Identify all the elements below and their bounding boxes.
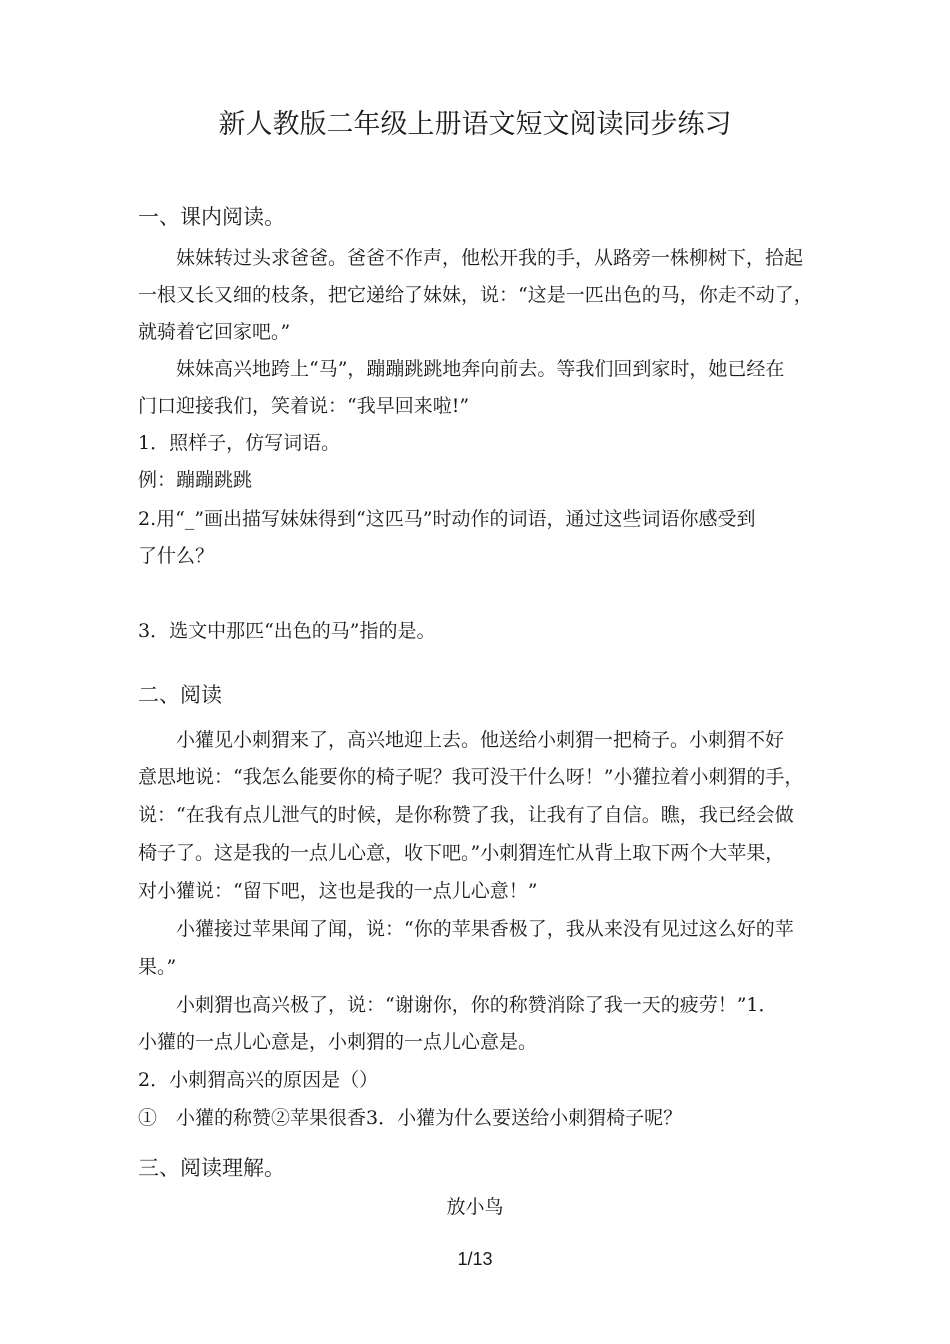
question-line: 2.用“_”画出描写妹妹得到“这匹马”时动作的词语，通过这些词语你感受到 (138, 508, 756, 530)
document-title: 新人教版二年级上册语文短文阅读同步练习 (218, 109, 732, 140)
section-heading-3: 三、阅读理解。 (138, 1156, 285, 1180)
question-line: 了什么？ (138, 545, 215, 567)
section-heading-1: 一、课内阅读。 (138, 205, 285, 229)
question-line: 3．选文中那匹“出色的马”指的是。 (138, 620, 436, 642)
paragraph-line: 说：“在我有点儿泄气的时候，是你称赞了我，让我有了自信。瞧，我已经会做 (138, 804, 794, 826)
paragraph-line: 小獾见小刺猬来了，高兴地迎上去。他送给小刺猬一把椅子。小刺猬不好 (176, 729, 785, 751)
paragraph-line: 意思地说：“我怎么能要你的椅子呢？我可没干什么呀！”小獾拉着小刺猬的手， (138, 766, 804, 788)
paragraph-line: 对小獾说：“留下吧，这也是我的一点儿心意！” (138, 880, 538, 902)
question-line: ① 小獾的称赞②苹果很香3．小獾为什么要送给小刺猬椅子呢？ (138, 1107, 683, 1129)
example-line: 例：蹦蹦跳跳 (138, 469, 253, 491)
question-line: 1．照样子，仿写词语。 (138, 432, 341, 454)
paragraph-line: 果。” (138, 956, 177, 978)
story-title: 放小鸟 (446, 1196, 504, 1218)
paragraph-line: 小獾接过苹果闻了闻，说：“你的苹果香极了，我从来没有见过这么好的苹 (176, 918, 794, 940)
paragraph-line: 就骑着它回家吧。” (138, 321, 291, 343)
paragraph-line: 小刺猬也高兴极了，说：“谢谢你，你的称赞消除了我一天的疲劳！”1． (176, 994, 778, 1016)
paragraph-line: 一根又长又细的枝条，把它递给了妹妹，说：“这是一匹出色的马，你走不动了， (138, 284, 813, 306)
paragraph-line: 妹妹高兴地跨上“马”，蹦蹦跳跳地奔向前去。等我们回到家时，她已经在 (176, 358, 785, 380)
paragraph-line: 门口迎接我们，笑着说：“我早回来啦!” (138, 395, 470, 417)
page-number: 1/13 (457, 1249, 493, 1269)
question-line: 2．小刺猬高兴的原因是（） (138, 1069, 379, 1091)
question-line: 小獾的一点儿心意是，小刺猬的一点儿心意是。 (138, 1031, 538, 1053)
paragraph-line: 椅子了。这是我的一点儿心意，收下吧。”小刺猬连忙从背上取下两个大苹果， (138, 842, 785, 864)
paragraph-line: 妹妹转过头求爸爸。爸爸不作声，他松开我的手，从路旁一株柳树下，拾起 (176, 247, 804, 269)
section-heading-2: 二、阅读 (138, 683, 222, 707)
